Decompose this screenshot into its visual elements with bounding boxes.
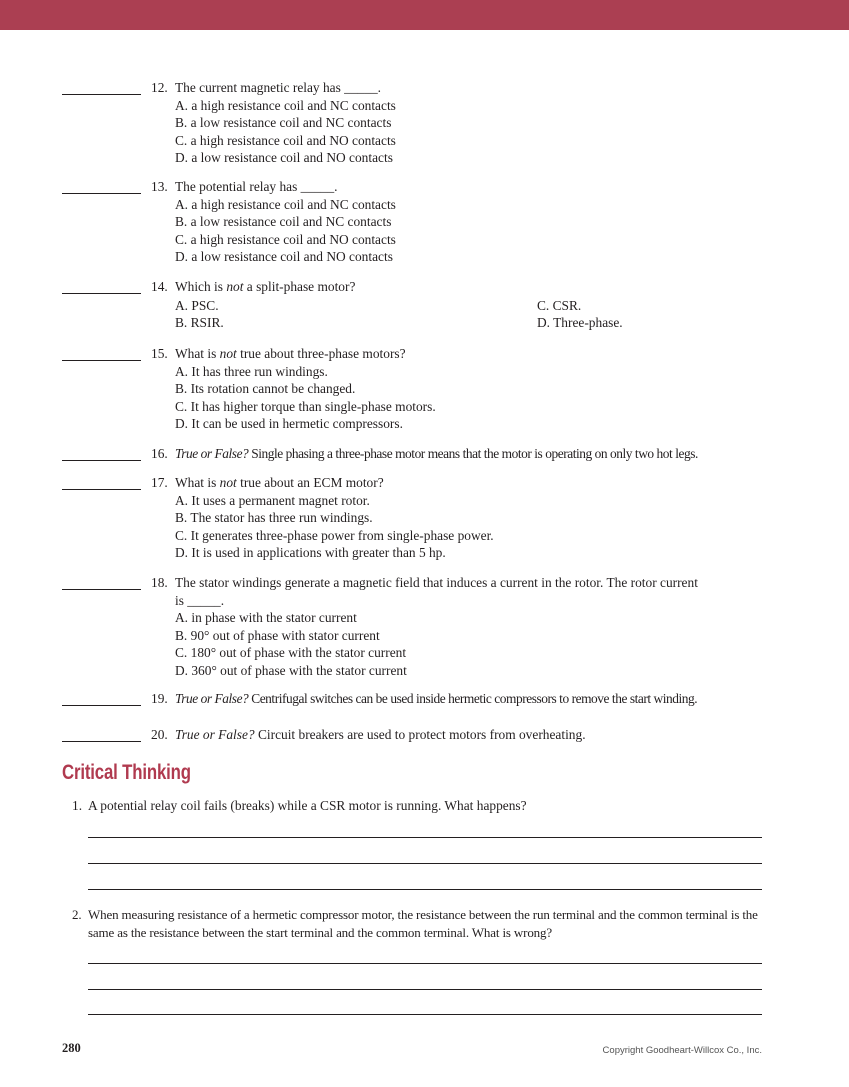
question-text [175,474,384,492]
answer-option: A. a high resistance coil and NC contacts [175,196,396,212]
question-text [175,574,698,592]
answer-option: B. a low resistance coil and NC contacts [175,115,392,130]
question-number: 20. [151,727,168,742]
answer-option: C. 180° out of phase with the stator current [175,645,407,660]
item-number: 2. [72,907,82,922]
answer-line[interactable] [88,989,762,990]
text-segment: What is [175,346,220,361]
text-segment: Single phasing a three-phase motor means that the motor is operating on only two hot legs. [248,446,698,461]
copyright: Copyright Goodheart-Willcox Co., Inc. [602,1045,762,1056]
answer-option: C. CSR. [537,297,582,313]
text-segment: true about three-phase motors? [236,346,406,361]
critical-thinking-item [72,906,772,941]
answer-blank[interactable] [62,460,141,461]
answer-option: C. It generates three-phase power from single-phase power. [175,527,494,543]
question-number: 13. [151,179,168,194]
header-bar [0,0,849,30]
answer-option: B. The stator has three run windings. [175,510,373,525]
answer-option: C. a high resistance coil and NO contacts [175,231,396,247]
page-number: 280 [62,1041,81,1055]
item-text: A potential relay coil fails (breaks) while a CSR motor is running. What happens? [88,798,527,813]
question-text [175,178,338,196]
section-heading: Critical Thinking [62,761,191,784]
answer-option: A. It has three run windings. [175,363,328,379]
answer-option: A. It uses a permanent magnet rotor. [175,492,370,508]
question-text [175,345,406,363]
emphasis-text: not [226,279,244,294]
answer-line[interactable] [88,1014,762,1015]
text-segment: Circuit breakers are used to protect motors from overheating. [254,727,586,742]
text-segment: true about an ECM motor? [236,475,384,490]
answer-line[interactable] [88,837,762,838]
answer-option: A. in phase with the stator current [175,610,357,625]
item-text: When measuring resistance of a hermetic compressor motor, the resistance between the run terminal and the common terminal is the same as the resistance between the start terminal and the common terminal. What is wrong? [88,907,758,940]
answer-blank[interactable] [62,360,141,361]
question-number: 16. [151,446,168,461]
answer-option: B. a low resistance coil and NC contacts [175,214,392,229]
emphasis-text: True or False? [175,727,255,742]
answer-blank[interactable] [62,489,141,490]
question-text [175,445,698,463]
question-number: 12. [151,80,168,95]
answer-line[interactable] [88,863,762,864]
answer-option: D. a low resistance coil and NO contacts [175,150,393,165]
question-number: 18. [151,575,168,590]
question-number: 14. [151,279,168,294]
question-number: 17. [151,475,168,490]
answer-option: B. 90° out of phase with stator current [175,627,380,643]
text-segment: The stator windings generate a magnetic field that induces a current in the rotor. The rotor current [175,575,698,590]
question-text [175,690,697,708]
question-number: 15. [151,346,168,361]
emphasis-text: not [219,475,237,490]
text-segment: Which is [175,279,227,294]
emphasis-text: not [219,346,237,361]
question-number: 19. [151,691,168,706]
answer-option: D. Three-phase. [537,315,623,330]
answer-option: D. 360° out of phase with the stator current [175,662,407,678]
answer-option: C. It has higher torque than single-phase motors. [175,398,436,414]
emphasis-text: True or False? [175,691,249,706]
text-segment: Centrifugal switches can be used inside hermetic compressors to remove the start winding. [248,691,698,706]
answer-option: A. a high resistance coil and NC contacts [175,97,396,113]
critical-thinking-item [72,797,772,815]
answer-option: B. Its rotation cannot be changed. [175,381,356,396]
question-text [175,278,355,296]
answer-line[interactable] [88,963,762,964]
question-text-continued: is _____. [175,592,225,608]
emphasis-text: True or False? [175,446,249,461]
answer-line[interactable] [88,889,762,890]
answer-blank[interactable] [62,589,141,590]
answer-option: D. It can be used in hermetic compressors. [175,416,403,431]
answer-option: C. a high resistance coil and NO contacts [175,132,396,148]
answer-option: D. a low resistance coil and NO contacts [175,249,393,264]
answer-option: A. PSC. [175,297,219,313]
answer-option: B. RSIR. [175,315,224,330]
text-segment: a split-phase motor? [243,279,356,294]
question-text [175,726,586,744]
answer-blank[interactable] [62,94,141,95]
item-number: 1. [72,798,83,813]
answer-blank[interactable] [62,293,141,294]
answer-blank[interactable] [62,705,141,706]
answer-blank[interactable] [62,193,141,194]
text-segment: What is [175,475,220,490]
text-segment: The potential relay has _____. [175,179,338,194]
answer-blank[interactable] [62,741,141,742]
question-text [175,79,381,97]
text-segment: The current magnetic relay has _____. [175,80,381,95]
answer-option: D. It is used in applications with greater than 5 hp. [175,545,446,560]
